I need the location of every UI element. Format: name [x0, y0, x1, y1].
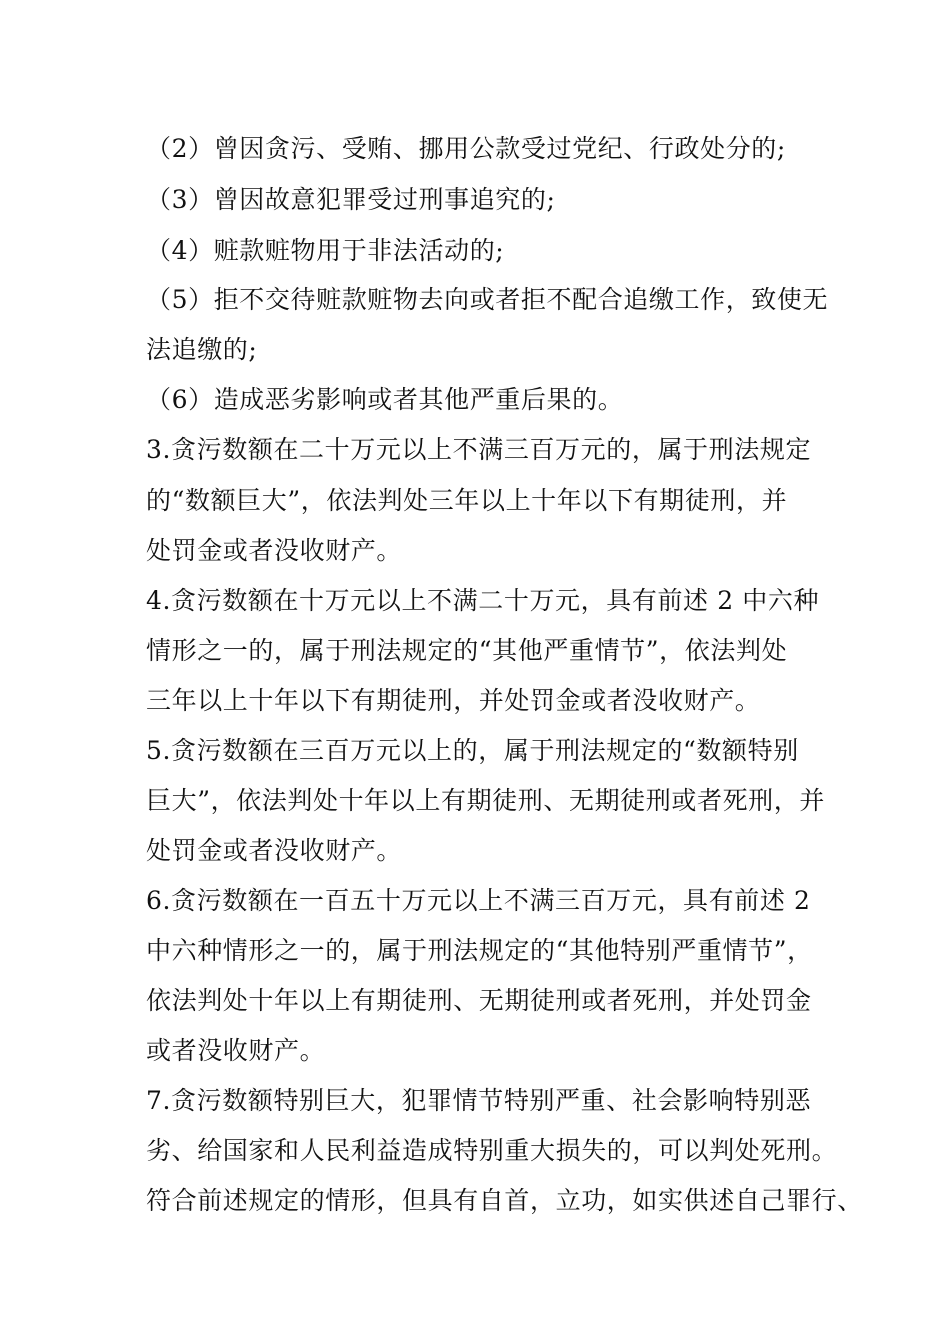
text-line: 4.贪污数额在十万元以上不满二十万元，具有前述 2 中六种 [146, 586, 820, 615]
text-line: （2）曾因贪污、受贿、挪用公款受过党纪、行政处分的; [146, 134, 786, 163]
text-line: 法追缴的; [146, 335, 258, 364]
text-line: 或者没收财产。 [146, 1036, 326, 1065]
text-line: 7.贪污数额特别巨大，犯罪情节特别严重、社会影响特别恶 [146, 1086, 812, 1115]
text-line: 5.贪污数额在三百万元以上的，属于刑法规定的“数额特别 [146, 736, 799, 765]
text-line: 处罚金或者没收财产。 [146, 536, 403, 565]
text-line: 3.贪污数额在二十万元以上不满三百万元的，属于刑法规定 [146, 435, 812, 464]
text-line: 依法判处十年以上有期徒刑、无期徒刑或者死刑，并处罚金 [146, 986, 812, 1015]
text-line: 情形之一的，属于刑法规定的“其他严重情节”，依法判处 [146, 636, 788, 665]
text-line: （6）造成恶劣影响或者其他严重后果的。 [146, 385, 624, 414]
text-line: （4）赃款赃物用于非法活动的; [146, 236, 505, 265]
text-line: 三年以上十年以下有期徒刑，并处罚金或者没收财产。 [146, 686, 761, 715]
text-line: （3）曾因故意犯罪受过刑事追究的; [146, 185, 556, 214]
text-line: 中六种情形之一的，属于刑法规定的“其他特别严重情节”， [146, 936, 813, 965]
text-line: 巨大”，依法判处十年以上有期徒刑、无期徒刑或者死刑，并 [146, 786, 825, 815]
text-line: 劣、给国家和人民利益造成特别重大损失的，可以判处死刑。 [146, 1136, 838, 1165]
text-line: 符合前述规定的情形，但具有自首，立功，如实供述自己罪行、 [146, 1186, 863, 1215]
text-line: （5）拒不交待赃款赃物去向或者拒不配合追缴工作，致使无 [146, 285, 829, 314]
text-line: 6.贪污数额在一百五十万元以上不满三百万元，具有前述 2 [146, 886, 811, 915]
text-line: 的“数额巨大”，依法判处三年以上十年以下有期徒刑，并 [146, 486, 788, 515]
text-line: 处罚金或者没收财产。 [146, 836, 403, 865]
